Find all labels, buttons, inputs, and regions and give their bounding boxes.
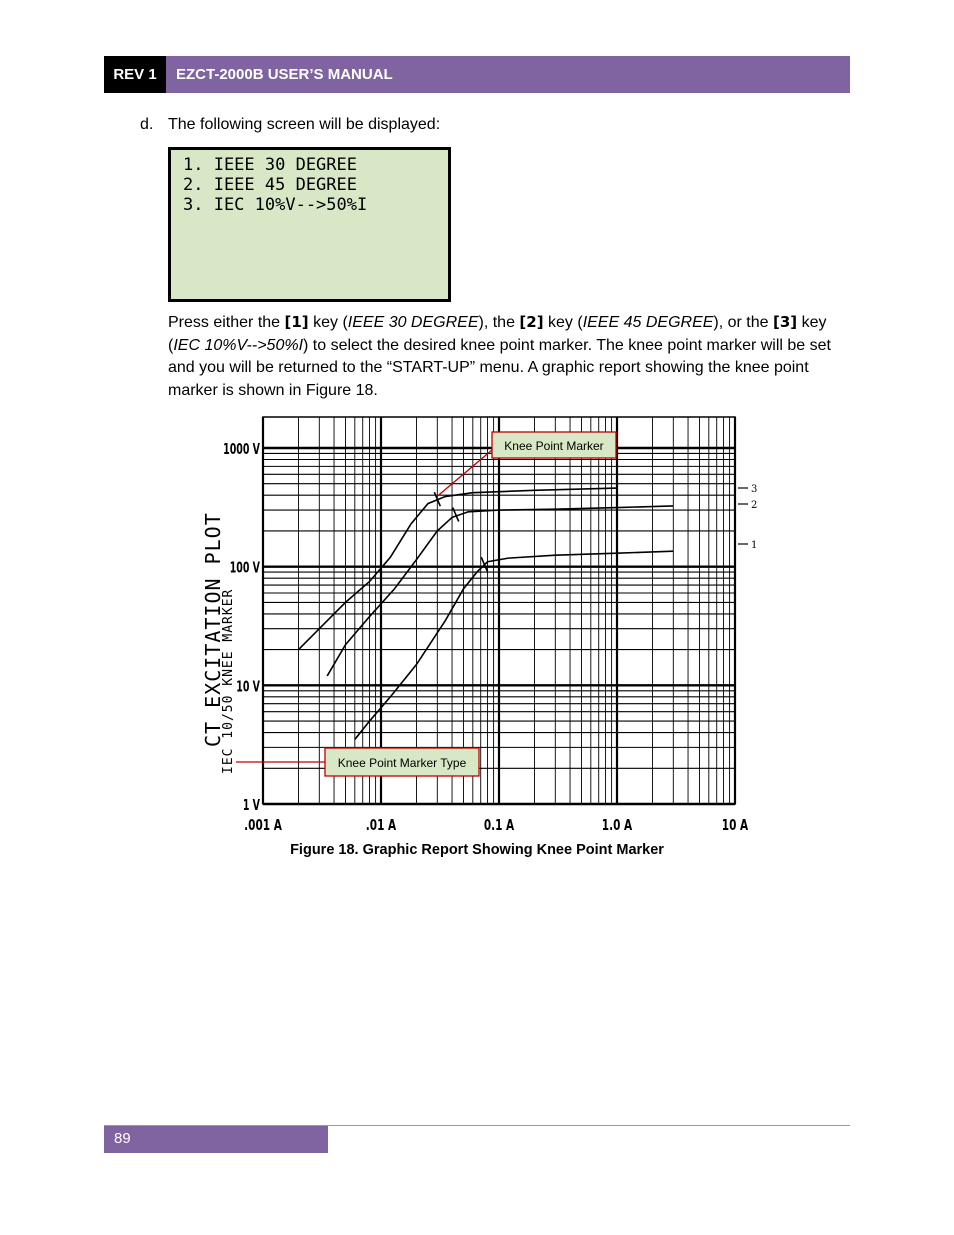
step-label: d.	[140, 116, 154, 133]
y-tick-label: 1000 V	[223, 441, 260, 459]
lcd-screen	[168, 147, 451, 302]
series-label: 3	[751, 484, 758, 495]
lcd-line-1: 1. IEEE 30 DEGREE	[183, 155, 357, 175]
excitation-chart-svg	[190, 412, 770, 837]
option-2-text: IEEE 45 DEGREE	[582, 314, 714, 331]
step-item	[140, 116, 440, 134]
series-label: 2	[751, 500, 758, 511]
key-1: [1]	[284, 313, 309, 331]
figure-caption: Figure 18. Graphic Report Showing Knee Point Marker	[290, 842, 664, 858]
para-text: key (	[308, 314, 348, 331]
instruction-paragraph	[168, 311, 838, 403]
page-number: 89	[104, 1126, 328, 1153]
para-text: ), the	[478, 314, 520, 331]
para-text: ), or the	[713, 314, 773, 331]
y-tick-label: 100 V	[229, 559, 260, 578]
callout-text: Knee Point Marker	[504, 439, 604, 453]
callout-text: Knee Point Marker Type	[337, 756, 467, 770]
y-tick-label: 10 V	[236, 678, 260, 696]
series-label: 1	[751, 540, 758, 551]
para-text: key (	[168, 314, 827, 354]
y-tick-label: 1 V	[242, 797, 260, 815]
para-text: key (	[543, 314, 583, 331]
x-tick-label: .001 A	[244, 817, 282, 835]
x-tick-label: 0.1 A	[483, 817, 515, 835]
plot-subtitle: IEC 10/50 KNEE MARKER	[221, 588, 236, 774]
plot-title: CT EXCITATION PLOT	[201, 512, 225, 747]
x-tick-label: 10 A	[721, 817, 749, 835]
lcd-line-2: 2. IEEE 45 DEGREE	[183, 175, 357, 195]
option-3-text: IEC 10%V-->50%I	[173, 336, 304, 354]
x-tick-label: 1.0 A	[601, 817, 633, 835]
excitation-chart	[190, 412, 770, 837]
key-2: [2]	[519, 313, 544, 331]
para-text: ) to select the desired knee point marker. The knee point marker will be set and you will be returned to the “START-UP” menu. A graphic report showing the knee point marker is shown in Figure 18.	[168, 336, 831, 400]
key-3: [3]	[772, 313, 798, 331]
step-text: The following screen will be displayed:	[168, 116, 441, 133]
lcd-line-3: 3. IEC 10%V-->50%I	[183, 195, 368, 215]
para-text: Press either the	[168, 314, 285, 331]
x-tick-label: .01 A	[365, 817, 397, 835]
header-rev-badge: REV 1	[104, 56, 166, 93]
header-title: EZCT-2000B USER’S MANUAL	[166, 56, 850, 93]
option-1-text: IEEE 30 DEGREE	[347, 314, 479, 331]
